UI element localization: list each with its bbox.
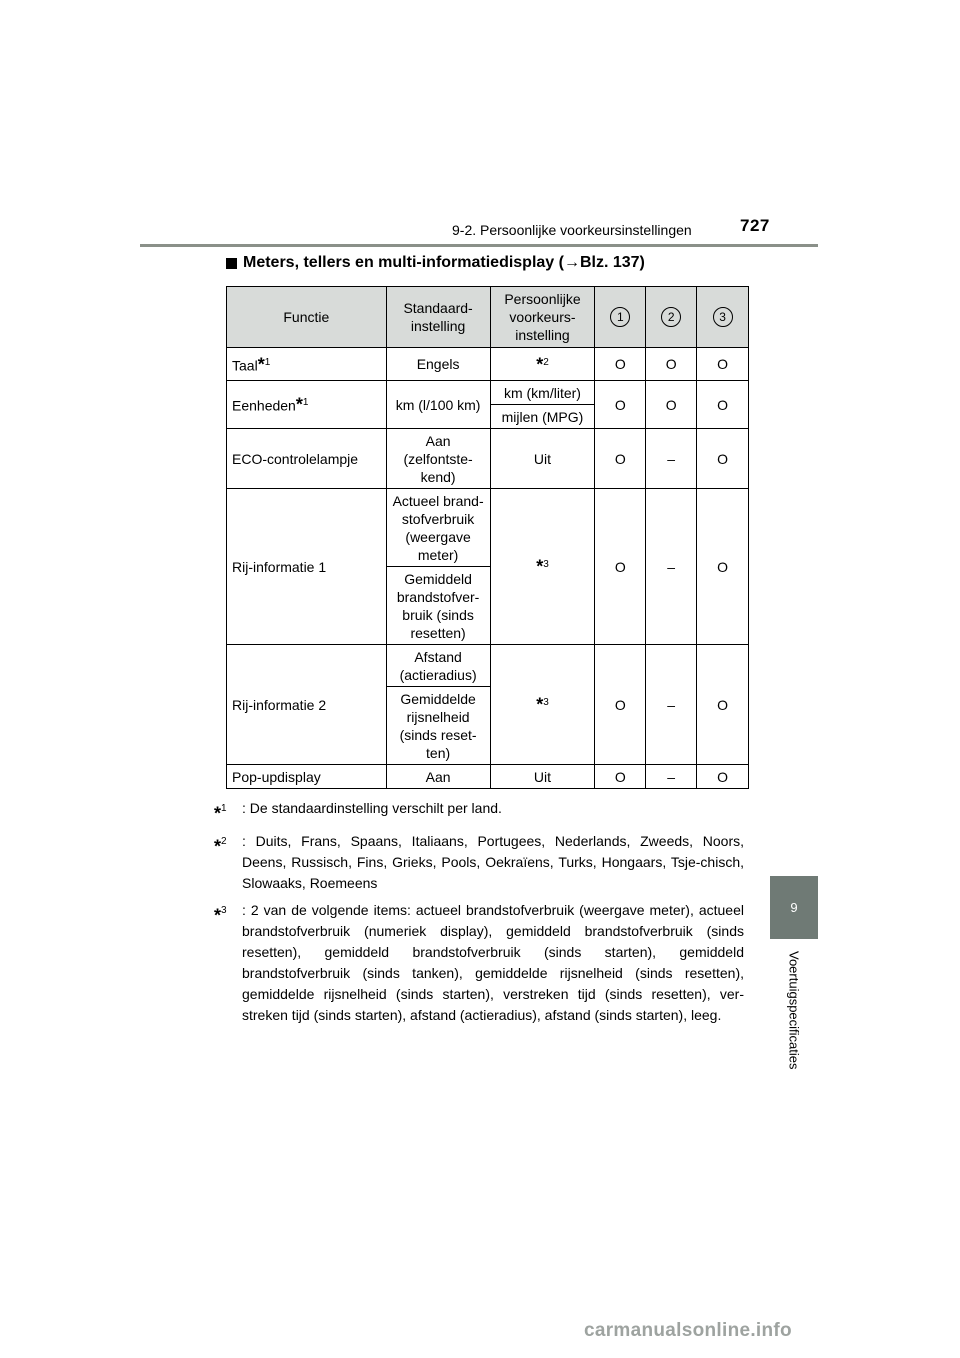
table-row-popup (227, 765, 749, 789)
asterisk-mark: * (214, 803, 222, 824)
footnote-text: : Duits, Frans, Spaans, Italiaans, Portugees, Nederlands, Zweeds, Noors, Deens, Russisch, Fins, Grieks, Pools, Oekraïens, Turks, Hongaars, Tsje-chisch, Slowaaks, Roemeens (242, 832, 744, 891)
footnote-number: 1 (221, 803, 227, 814)
page-number: 727 (740, 216, 770, 235)
cell-method-3: O (697, 765, 749, 789)
table-header-row (227, 287, 749, 348)
cell-method-2: – (646, 429, 697, 489)
table-row-eenheden (227, 381, 749, 405)
cell-functie: Rij-informatie 2 (227, 645, 387, 765)
cell-method-2: – (646, 645, 697, 765)
cell-functie: ECO-controlelampje (227, 429, 387, 489)
footnote-ref: 1 (302, 397, 309, 409)
cell-method-1: O (595, 489, 646, 645)
table-row-rij2 (227, 645, 749, 687)
chapter-tab-label: Voertuigspecificaties (786, 950, 802, 1070)
footnote-ref: 3 (543, 697, 549, 709)
cell-standaard: Aan (zelfontste-kend) (386, 429, 490, 489)
cell-persoonlijk (490, 645, 595, 765)
cell-persoonlijk: Uit (490, 765, 595, 789)
settings-table (226, 286, 749, 789)
cell-method-2: – (646, 765, 697, 789)
cell-functie (227, 348, 387, 381)
asterisk-mark: * (214, 905, 222, 926)
footnote-marker (214, 900, 242, 1026)
cell-persoonlijk: km (km/liter) (490, 381, 595, 405)
cell-persoonlijk (490, 489, 595, 645)
chapter-tab: 9 (770, 876, 818, 939)
header-functie: Functie (227, 287, 387, 348)
footnote-1 (214, 798, 744, 825)
cell-method-2: O (646, 381, 697, 429)
cell-method-1: O (595, 429, 646, 489)
footnote-number: 2 (221, 835, 227, 847)
watermark: carmanualsonline.info (584, 1320, 792, 1341)
footnote-2 (214, 831, 744, 894)
table-row-taal (227, 348, 749, 381)
cell-method-1: O (595, 381, 646, 429)
footnote-ref: 3 (543, 559, 549, 571)
table-row-eco (227, 429, 749, 489)
header-method-1 (595, 287, 646, 348)
footnote-ref: 1 (264, 356, 271, 368)
running-header-section: 9-2. Persoonlijke voorkeursinstellingen (452, 222, 692, 238)
cell-method-1: O (595, 645, 646, 765)
header-divider (140, 244, 818, 247)
cell-standaard: Afstand (actieradius) (386, 645, 490, 687)
footnote-3 (214, 900, 744, 1026)
asterisk-mark: * (536, 354, 544, 375)
circled-number-1-icon: 1 (610, 307, 630, 327)
cell-standaard: km (l/100 km) (386, 381, 490, 429)
cell-persoonlijk: Uit (490, 429, 595, 489)
asterisk-mark: * (536, 694, 544, 715)
asterisk-mark: * (214, 836, 222, 857)
circled-number-3-icon: 3 (713, 307, 733, 327)
cell-method-3: O (697, 645, 749, 765)
cell-method-3: O (697, 429, 749, 489)
cell-standaard: Gemiddelde rijsnelheid (sinds reset-ten) (386, 687, 490, 765)
row-label: Eenheden (232, 397, 296, 414)
section-title-text: Meters, tellers en multi-informatiedisplay (→Blz. 137) (243, 254, 645, 271)
cell-functie: Pop-updisplay (227, 765, 387, 789)
header-method-3 (697, 287, 749, 348)
cell-method-3: O (697, 348, 749, 381)
cell-standaard: Actueel brand-stofverbruik (weergave meter) (386, 489, 490, 567)
footnote-text: : De standaardinstelling verschilt per land. (242, 800, 502, 816)
header-standaard: Standaard-instelling (386, 287, 490, 348)
cell-method-3: O (697, 381, 749, 429)
header-method-2 (646, 287, 697, 348)
cell-standaard: Aan (386, 765, 490, 789)
square-bullet-icon (226, 258, 237, 269)
header-persoonlijk: Persoonlijke voorkeurs-instelling (490, 287, 595, 348)
cell-standaard: Gemiddeld brandstofver-bruik (sinds resetten) (386, 567, 490, 645)
cell-persoonlijk (490, 348, 595, 381)
section-title (226, 254, 645, 272)
cell-standaard: Engels (386, 348, 490, 381)
row-label: Taal (232, 357, 258, 374)
footnote-ref: 2 (543, 356, 549, 368)
footnotes (214, 798, 744, 1032)
footnote-marker (214, 831, 242, 894)
cell-method-2: – (646, 489, 697, 645)
cell-persoonlijk: mijlen (MPG) (490, 405, 595, 429)
footnote-marker (214, 798, 242, 825)
asterisk-mark: * (295, 394, 303, 415)
cell-method-2: O (646, 348, 697, 381)
asterisk-mark: * (257, 354, 265, 375)
asterisk-mark: * (536, 556, 544, 577)
table-row-rij1 (227, 489, 749, 567)
cell-method-1: O (595, 348, 646, 381)
footnote-number: 3 (221, 904, 227, 916)
cell-method-1: O (595, 765, 646, 789)
cell-method-3: O (697, 489, 749, 645)
cell-functie: Rij-informatie 1 (227, 489, 387, 645)
footnote-text: : 2 van de volgende items: actueel brandstofverbruik (weergave meter), actueel brandstofverbruik (numeriek display), gemiddeld brandstofverbruik (sinds resetten), gemiddeld brandstofverbruik (sinds starten), gemiddeld brandstofverbruik (sinds tanken), gemiddelde rijsnelheid (sinds resetten), gemiddelde rijsnelheid (sinds starten), verstreken tijd (sinds resetten), ver-streken tijd (sinds starten), afstand (actieradius), afstand (sinds starten), leeg. (242, 901, 744, 1023)
circled-number-2-icon: 2 (661, 307, 681, 327)
cell-functie (227, 381, 387, 429)
